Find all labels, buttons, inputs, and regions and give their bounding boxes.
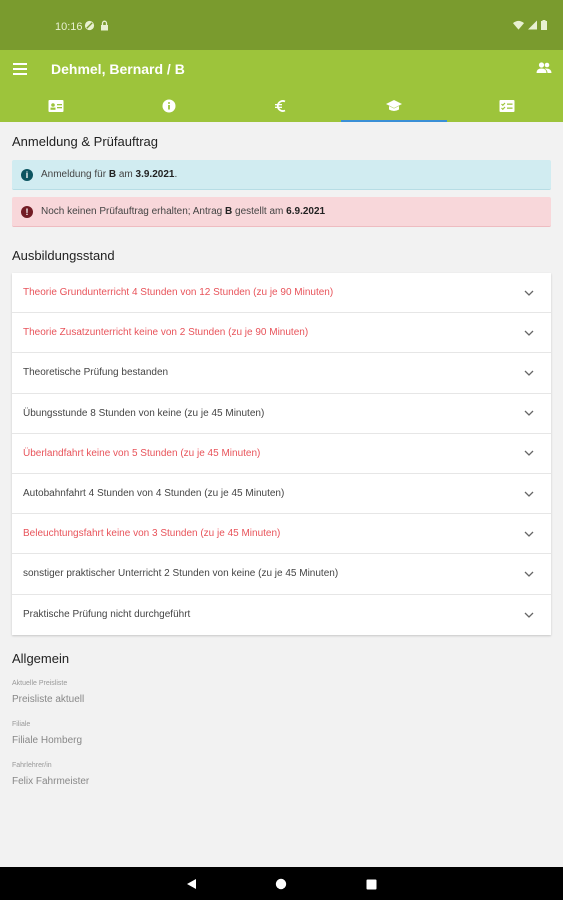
training-item[interactable]: Autobahnfahrt 4 Stunden von 4 Stunden (zu je 45 Minuten) [12,474,551,514]
registration-info-text: Anmeldung für B am 3.9.2021. [41,169,178,180]
chevron-down-icon [522,326,536,340]
training-heading: Ausbildungsstand [12,248,115,263]
tab-bar [0,90,563,122]
tab-payments[interactable] [225,90,338,122]
content-area [0,122,563,867]
training-list [12,273,551,635]
instructor-value: Felix Fahrmeister [12,776,90,787]
app-bar [0,50,563,122]
page-title: Dehmel, Bernard / B [51,61,185,77]
training-item[interactable]: Praktische Prüfung nicht durchgeführt [12,595,551,635]
chevron-down-icon [522,406,536,420]
tab-checklist[interactable] [450,90,563,122]
training-item[interactable]: Theorie Zusatzunterricht keine von 2 Stunden (zu je 90 Minuten) [12,313,551,353]
graduation-cap-icon [385,99,403,113]
registration-heading: Anmeldung & Prüfauftrag [12,134,158,149]
general-heading: Allgemein [12,651,70,666]
recents-button[interactable] [363,876,379,892]
chevron-down-icon [522,366,536,380]
warning-icon: ! [21,206,33,218]
training-item[interactable]: Überlandfahrt keine von 5 Stunden (zu je 45 Minuten) [12,434,551,474]
lock-icon [100,20,109,31]
chevron-down-icon [522,567,536,581]
tab-info[interactable] [113,90,226,122]
back-icon [186,878,197,890]
price-list-label: Aktuelle Preisliste [12,680,68,687]
chevron-down-icon [522,608,536,622]
info-icon: i [21,169,33,181]
euro-icon [274,99,288,113]
tab-student-card[interactable] [0,90,113,122]
system-nav-bar [0,867,563,900]
info-icon [162,99,176,113]
exam-order-text: Noch keinen Prüfauftrag erhalten; Antrag B gestellt am 6.9.2021 [41,206,326,217]
instructor-label: Fahrlehrer/in [12,762,52,769]
training-item[interactable]: Theorie Grundunterricht 4 Stunden von 12 Stunden (zu je 90 Minuten) [12,273,551,313]
home-button[interactable] [273,876,289,892]
training-item[interactable]: Übungsstunde 8 Stunden von keine (zu je 45 Minuten) [12,394,551,434]
status-time: 10:16 [55,21,83,33]
exam-order-alert [12,197,551,227]
signal-icon [528,20,537,30]
price-list-value: Preisliste aktuell [12,694,85,705]
training-item[interactable]: sonstiger praktischer Unterricht 2 Stunden von keine (zu je 45 Minuten) [12,554,551,594]
chevron-down-icon [522,286,536,300]
id-card-icon [48,99,64,113]
chevron-down-icon [522,446,536,460]
back-button[interactable] [183,876,199,892]
checklist-card-icon [499,99,515,113]
recents-icon [366,879,377,890]
chevron-down-icon [522,527,536,541]
status-bar [0,0,563,50]
wifi-icon [513,20,524,30]
menu-icon[interactable] [12,60,30,78]
registration-info-alert [12,160,551,190]
location-off-icon [84,20,95,31]
chevron-down-icon [522,487,536,501]
tab-training[interactable] [338,90,451,122]
home-icon [275,878,287,890]
branch-label: Filiale [12,721,31,728]
battery-icon [541,20,547,30]
people-icon[interactable] [535,59,553,77]
training-item[interactable]: Beleuchtungsfahrt keine von 3 Stunden (zu je 45 Minuten) [12,514,551,554]
branch-value: Filiale Homberg [12,735,83,746]
training-item[interactable]: Theoretische Prüfung bestanden [12,353,551,393]
